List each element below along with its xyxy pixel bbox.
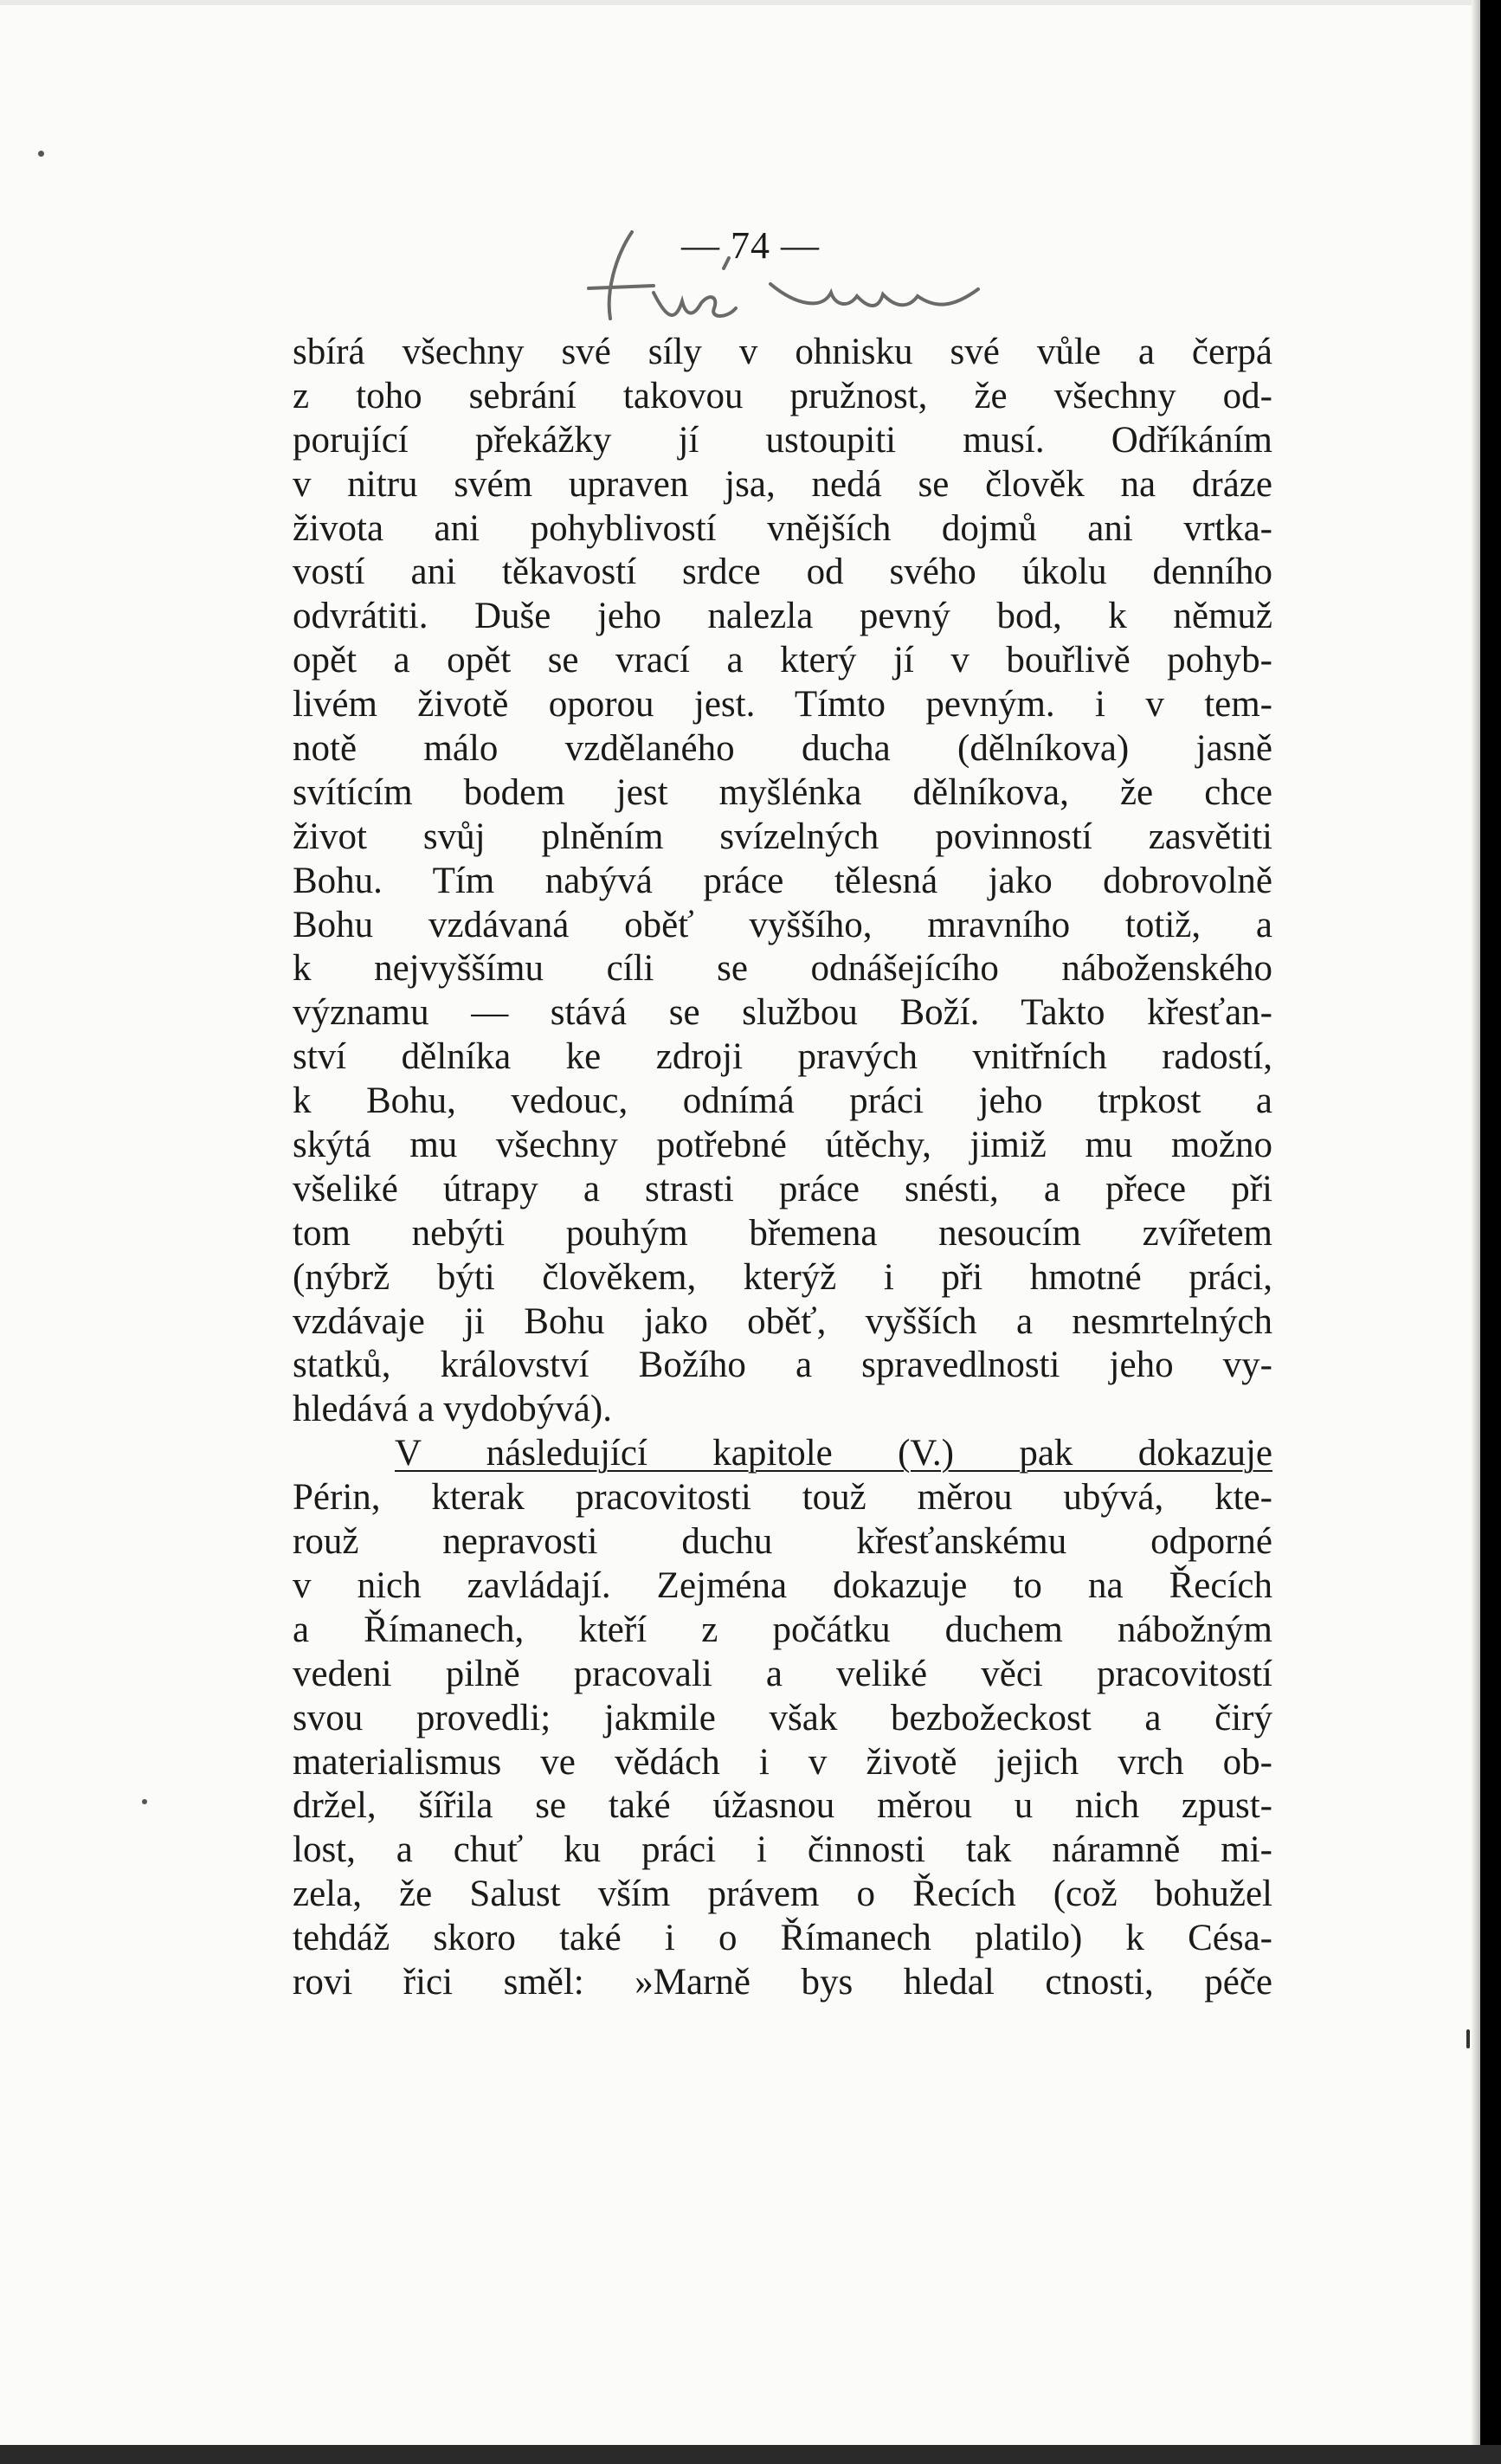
text-line: Périn, kterak pracovitosti touž měrou ubývá, kte- — [293, 1477, 1272, 1519]
text-line: tom nebýti pouhým břemena nesoucím zvířetem — [293, 1212, 1272, 1254]
body-text — [293, 331, 1272, 2005]
text-line: k nejvyššímu cíli se odnášejícího náboženského — [293, 948, 1272, 990]
text-line: statků, království Božího a spravedlnosti jeho vy- — [293, 1345, 1272, 1386]
page-right-shadow — [1472, 0, 1480, 2464]
text-line: svou provedli; jakmile však bezbožeckost a čirý — [293, 1697, 1272, 1738]
text-line: sbírá všechny své síly v ohnisku své vůle a čerpá — [293, 332, 1272, 372]
page-top-edge — [0, 0, 1501, 5]
text-line: zela, že Salust vším právem o Řecích (což bohužel — [293, 1874, 1272, 1915]
text-line: k Bohu, vedouc, odnímá práci jeho trpkost a — [293, 1080, 1272, 1122]
text-line: Bohu vzdávaná oběť vyššího, mravního totiž, a — [293, 904, 1272, 945]
text-line: skýtá mu všechny potřebné útěchy, jimiž mu možno — [293, 1125, 1272, 1166]
scan-speck — [38, 151, 44, 157]
text-line: opět a opět se vrací a který jí v bouřlivě pohyb- — [293, 640, 1272, 681]
text-line: hledává a vydobývá). — [293, 1389, 612, 1430]
text-line: (nýbrž býti člověkem, kterýž i při hmotné práci, — [293, 1256, 1272, 1298]
text-line: notě málo vzdělaného ducha (dělníkova) jasně — [293, 728, 1272, 770]
scan-speck — [142, 1799, 147, 1804]
text-line: Bohu. Tím nabývá práce tělesná jako dobrovolně — [293, 860, 1272, 901]
text-line: vzdávaje ji Bohu jako oběť, vyšších a nesmrtelných — [293, 1300, 1272, 1342]
text-line: života ani pohyblivostí vnějších dojmů ani vrtka- — [293, 507, 1272, 549]
text-line: držel, šířila se také úžasnou měrou u nich zpust- — [293, 1785, 1272, 1827]
text-line: lost, a chuť ku práci i činnosti tak náramně mi- — [293, 1829, 1272, 1871]
text-line: z toho sebrání takovou pružnost, že všechny od- — [293, 375, 1272, 416]
text-line: v nich zavládají. Zejména dokazuje to na Řecích — [293, 1564, 1272, 1606]
text-line: vedeni pilně pracovali a veliké věci pracovitostí — [293, 1653, 1272, 1694]
text-line-underlined: V následující kapitole (V.) pak dokazuje — [395, 1433, 1272, 1474]
handwritten-annotation — [571, 206, 1021, 345]
text-line: ství dělníka ke zdroji pravých vnitřních radostí, — [293, 1036, 1272, 1078]
text-line: život svůj plněním svízelných povinností zasvětiti — [293, 816, 1272, 857]
page-number: — 74 — — [681, 224, 820, 267]
text-line: odvrátiti. Duše jeho nalezla pevný bod, k němuž — [293, 596, 1272, 637]
scan-mark — [1466, 2029, 1470, 2048]
scan-border-bottom — [0, 2445, 1501, 2464]
scan-border-right — [1480, 0, 1501, 2464]
text-line: rouž nepravosti duchu křesťanskému odporné — [293, 1521, 1272, 1563]
text-line: livém životě oporou jest. Tímto pevným. i v tem- — [293, 684, 1272, 726]
text-line: rovi řici směl: »Marně bys hledal ctnosti, péče — [293, 1961, 1272, 2003]
text-line: materialismus ve vědách i v životě jejich vrch ob- — [293, 1741, 1272, 1783]
text-line: a Římanech, kteří z počátku duchem nábožným — [293, 1609, 1272, 1650]
text-line: všeliké útrapy a strasti práce snésti, a přece při — [293, 1168, 1272, 1209]
text-line: svítícím bodem jest myšlénka dělníkova, že chce — [293, 771, 1272, 813]
text-line: tehdáž skoro také i o Římanech platilo) k Césa- — [293, 1918, 1272, 1959]
text-line: významu — stává se službou Boží. Takto křesťan- — [293, 992, 1272, 1034]
text-line: porující překážky jí ustoupiti musí. Odříkáním — [293, 419, 1272, 461]
text-line: vostí ani těkavostí srdce od svého úkolu denního — [293, 551, 1272, 593]
text-line: v nitru svém upraven jsa, nedá se člověk na dráze — [293, 463, 1272, 505]
